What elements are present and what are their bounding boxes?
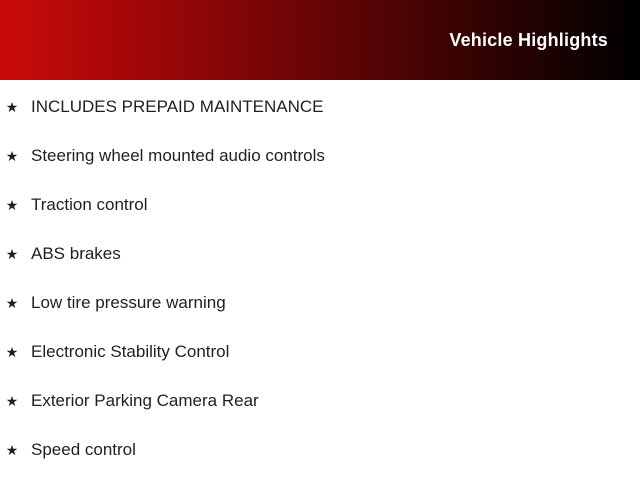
list-item-label: Low tire pressure warning [31, 293, 226, 312]
star-icon: ★ [5, 344, 19, 360]
list-item [5, 294, 630, 312]
list-item-label: Exterior Parking Camera Rear [31, 391, 259, 410]
list-item-label: INCLUDES PREPAID MAINTENANCE [31, 97, 324, 116]
list-item [5, 196, 630, 214]
list-item [5, 147, 630, 165]
list-item-label: Electronic Stability Control [31, 342, 230, 361]
list-item [5, 98, 630, 116]
list-item [5, 343, 630, 361]
list-item [5, 392, 630, 410]
star-icon: ★ [5, 197, 19, 213]
star-icon: ★ [5, 393, 19, 409]
list-item [5, 245, 630, 263]
star-icon: ★ [5, 442, 19, 458]
page-title: Vehicle Highlights [449, 29, 608, 50]
list-item-label: Steering wheel mounted audio controls [31, 146, 325, 165]
star-icon: ★ [5, 148, 19, 164]
list-item-label: Traction control [31, 195, 148, 214]
list-item-label: Speed control [31, 440, 136, 459]
highlights-list [0, 80, 640, 459]
star-icon: ★ [5, 246, 19, 262]
list-item [5, 441, 630, 459]
vehicle-highlights-header [0, 0, 640, 80]
star-icon: ★ [5, 295, 19, 311]
list-item-label: ABS brakes [31, 244, 121, 263]
star-icon: ★ [5, 99, 19, 115]
